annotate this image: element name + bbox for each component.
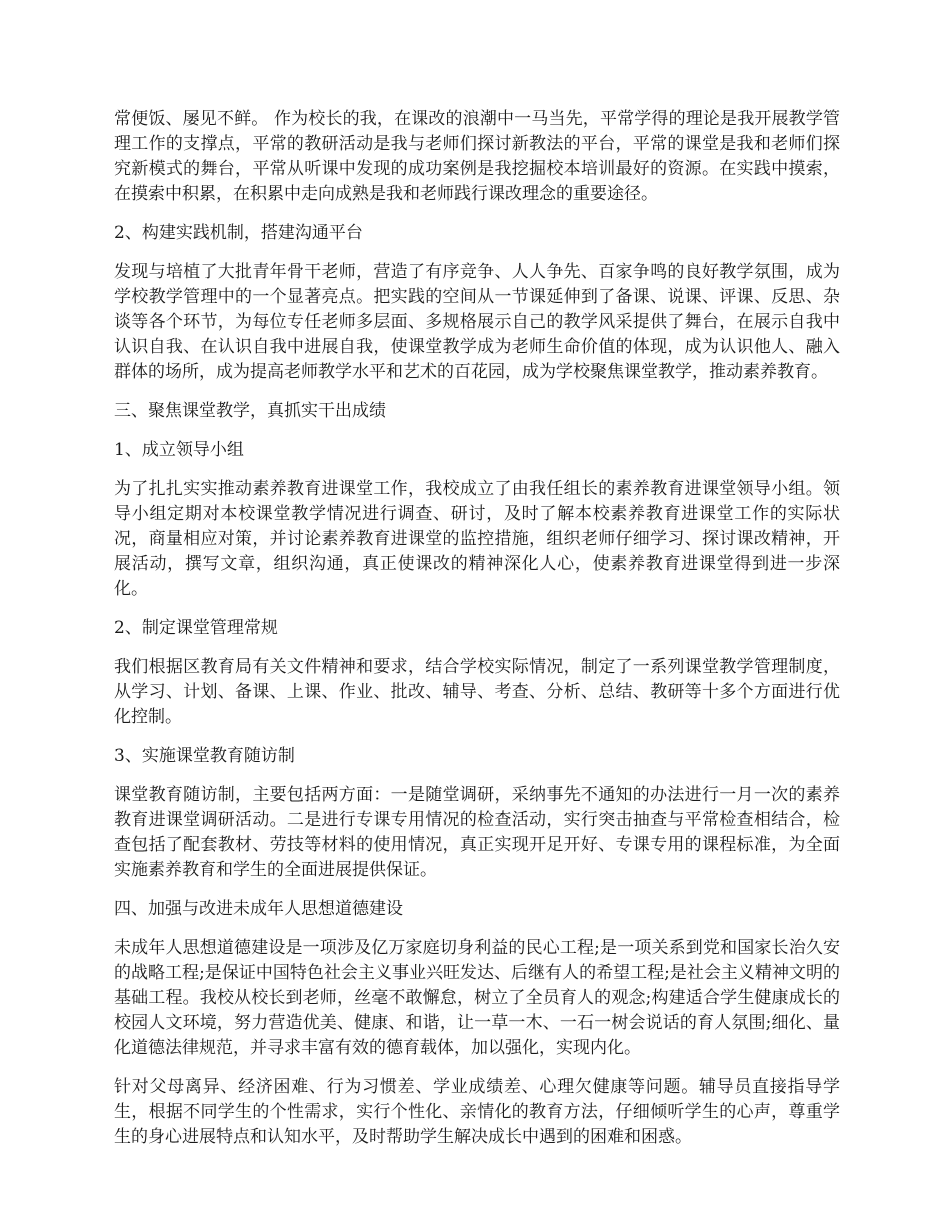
- paragraph-moral-construction: 未成年人思想道德建设是一项涉及亿万家庭切身利益的民心工程;是一项关系到党和国家长治久安的战略工程;是保证中国特色社会主义事业兴旺发达、后继有人的希望工程;是社会主义精神文明的基础工程。我校从校长到老师，丝毫不敢懈怠，树立了全员育人的观念;构建适合学生健康成长的校园人文环境，努力营造优美、健康、和谐，让一草一木、一石一树会说话的育人氛围;细化、量化道德法律规范，并寻求丰富有效的德育载体，加以强化，实现内化。: [114, 938, 840, 1058]
- heading-follow-up-system: 3、实施课堂教育随访制: [114, 746, 295, 766]
- paragraph-practice-experience: 常便饭、屡见不鲜。 作为校长的我，在课改的浪潮中一马当先，平常学得的理论是我开展教学管理工作的支撑点，平常的教研活动是我与老师们探讨新教法的平台，平常的课堂是我和老师们探究新模式的舞台，平常从听课中发现的成功案例是我挖掘校本培训最好的资源。在实践中摸索，在摸索中积累，在积累中走向成熟是我和老师践行课改理念的重要途径。: [114, 109, 840, 204]
- paragraph-leadership-group: 为了扎扎实实推动素养教育进课堂工作，我校成立了由我任组长的素养教育进课堂领导小组。领导小组定期对本校课堂教学情况进行调查、研讨，及时了解本校素养教育进课堂工作的实际状况，商量相应对策，并讨论素养教育进课堂的监控措施，组织老师仔细学习、探讨课改精神，开展活动，撰写文章，组织沟通，真正使课改的精神深化人心，使素养教育进课堂得到进一步深化。: [114, 479, 840, 599]
- paragraph-follow-up-system: 课堂教育随访制，主要包括两方面：一是随堂调研，采纳事先不通知的办法进行一月一次的素养教育进课堂调研活动。二是进行专课专用情况的检查活动，实行突击抽查与平常检查相结合，检查包括了配套教材、劳技等材料的使用情况，真正实现开足开好、专课专用的课程标准，为全面实施素养教育和学生的全面进展提供保证。: [114, 785, 840, 880]
- paragraph-classroom-rules: 我们根据区教育局有关文件精神和要求，结合学校实际情况，制定了一系列课堂教学管理制度，从学习、计划、备课、上课、作业、批改、辅导、考查、分析、总结、教研等十多个方面进行优化控制。: [114, 657, 840, 727]
- document-page: [114, 107, 840, 1164]
- paragraph-student-guidance: 针对父母离异、经济困难、行为习惯差、学业成绩差、心理欠健康等问题。辅导员直接指导学生，根据不同学生的个性需求，实行个性化、亲情化的教育方法，仔细倾听学生的心声，尊重学生的身心进展特点和认知水平，及时帮助学生解决成长中遇到的困难和困惑。: [114, 1077, 840, 1147]
- paragraph-young-teachers: 发现与培植了大批青年骨干老师，营造了有序竞争、人人争先、百家争鸣的良好教学氛围，成为学校教学管理中的一个显著亮点。把实践的空间从一节课延伸到了备课、说课、评课、反思、杂谈等各个环节，为每位专任老师多层面、多规格展示自己的教学风采提供了舞台，在展示自我中认识自我、在认识自我中进展自我，使课堂教学成为老师生命价值的体现，成为认识他人、融入群体的场所，成为提高老师教学水平和艺术的百花园，成为学校聚焦课堂教学，推动素养教育。: [114, 262, 840, 382]
- heading-build-practice-mechanism: 2、构建实践机制，搭建沟通平台: [114, 223, 363, 243]
- heading-section-three: 三、聚焦课堂教学，真抓实干出成绩: [114, 401, 386, 421]
- heading-leadership-group: 1、成立领导小组: [114, 440, 244, 460]
- heading-section-four: 四、加强与改进未成年人思想道德建设: [114, 899, 403, 919]
- heading-classroom-rules: 2、制定课堂管理常规: [114, 618, 278, 638]
